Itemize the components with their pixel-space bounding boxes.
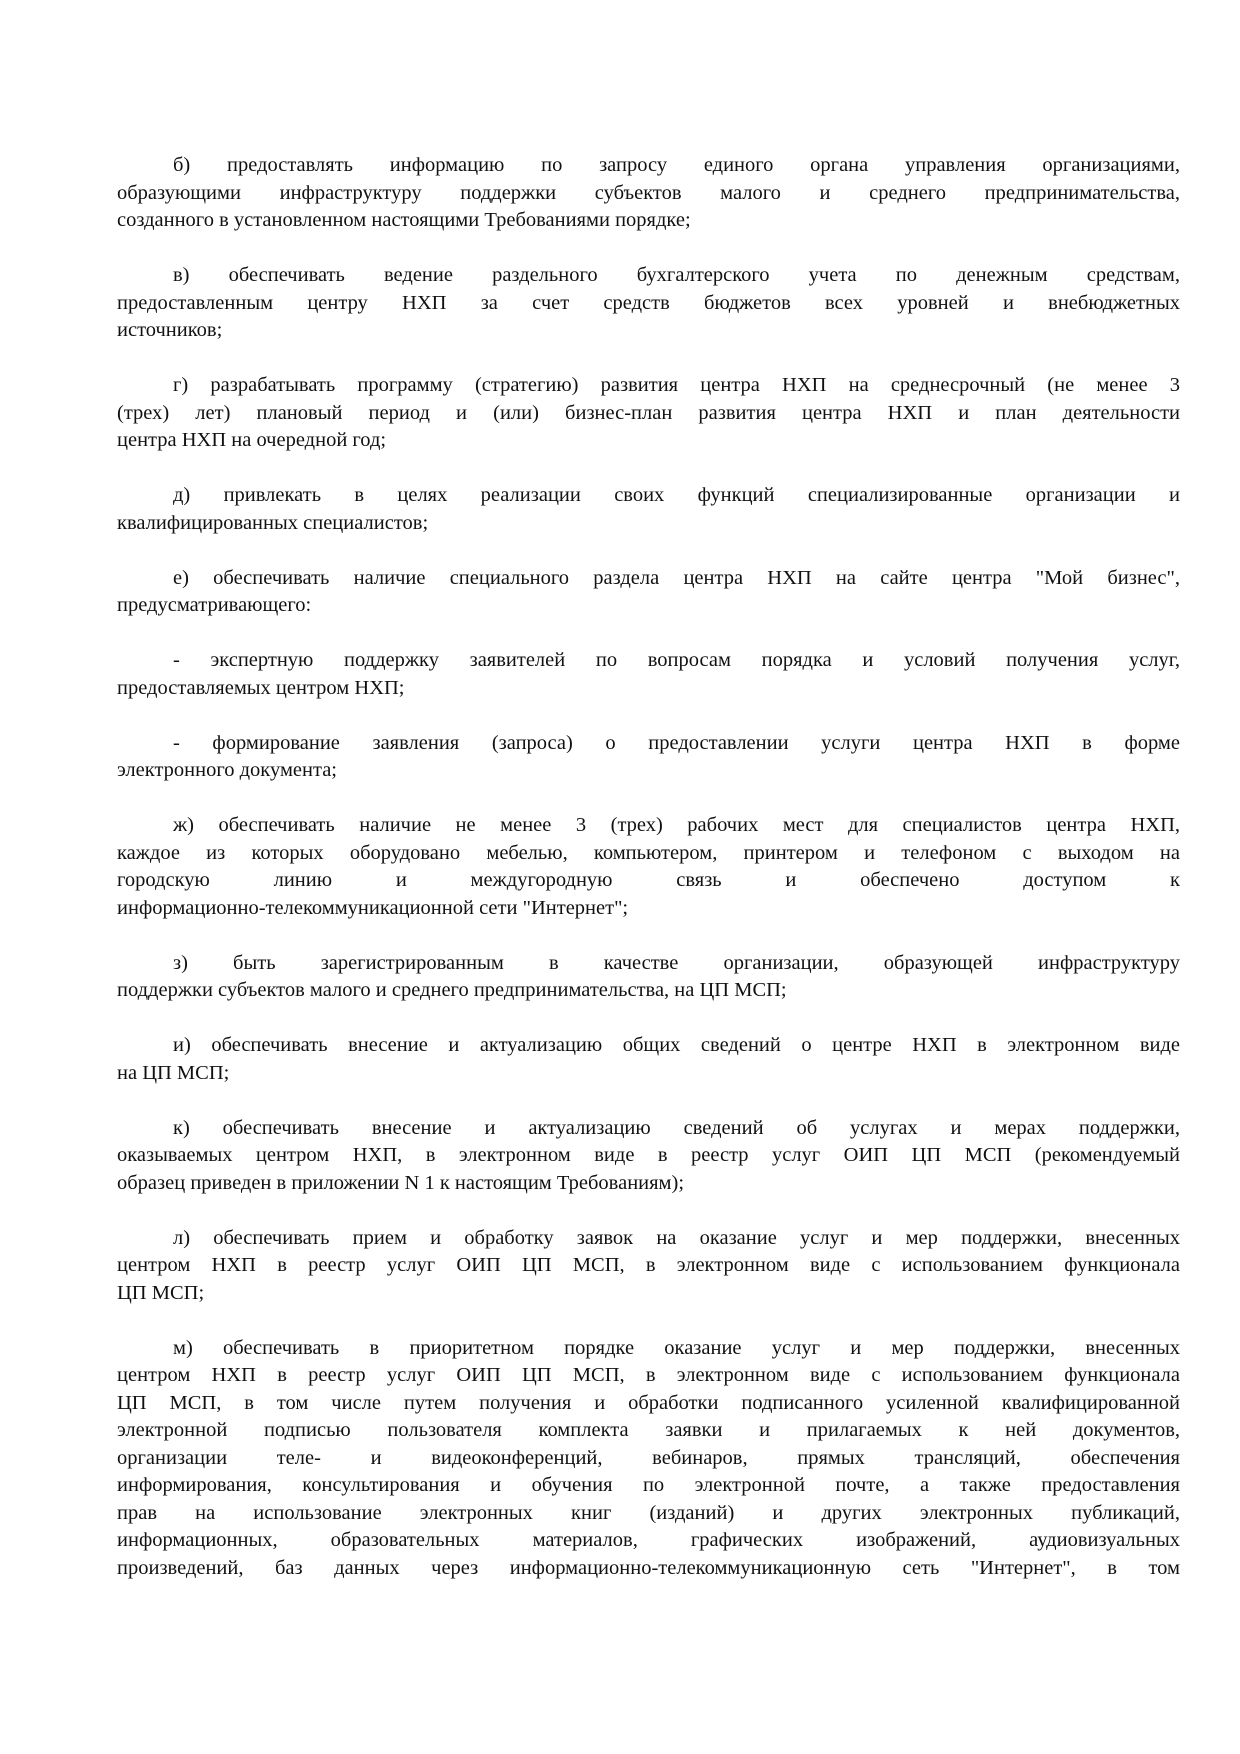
text-line: центра НХП на очередной год; (117, 429, 387, 451)
text-line: м) обеспечивать в приоритетном порядке оказание услуг и мер поддержки, внесенных (173, 1336, 1180, 1359)
text-line: - формирование заявления (запроса) о предоставлении услуги центра НХП в форме (173, 731, 1180, 754)
paragraph (117, 1335, 1180, 1583)
text-line: з) быть зарегистрированным в качестве организации, образующей инфраструктуру (173, 951, 1180, 974)
text-line: к) обеспечивать внесение и актуализацию сведений об услугах и мерах поддержки, (173, 1116, 1180, 1139)
text-line: созданного в установленном настоящими Требованиями порядке; (117, 209, 691, 231)
text-line: предоставленным центру НХП за счет средств бюджетов всех уровней и внебюджетных (117, 291, 1180, 314)
text-line: д) привлекать в целях реализации своих функций специализированные организации и (173, 484, 1180, 506)
text-line: оказываемых центром НХП, в электронном виде в реестр услуг ОИП ЦП МСП (рекомендуемый (117, 1144, 1180, 1166)
text-line: б) предоставлять информацию по запросу единого органа управления организациями, (173, 154, 1180, 176)
text-line: электронной подписью пользователя комплекта заявки и прилагаемых к ней документов, (117, 1419, 1180, 1441)
text-line: ЦП МСП; (117, 1281, 205, 1304)
paragraph (117, 372, 1180, 455)
document-page (117, 152, 1180, 1610)
text-line: квалифицированных специалистов; (117, 511, 429, 534)
paragraph (117, 950, 1180, 1005)
text-line: предоставляемых центром НХП; (117, 676, 405, 699)
text-line: произведений, баз данных через информационно-телекоммуникационную сеть "Интернет", в том (117, 1556, 1180, 1579)
text-line: электронного документа; (117, 759, 337, 781)
paragraph (117, 812, 1180, 922)
paragraph (117, 262, 1180, 345)
text-line: в) обеспечивать ведение раздельного бухгалтерского учета по денежным средствам, (173, 264, 1180, 286)
paragraph (117, 730, 1180, 785)
text-line: организации теле- и видеоконференций, вебинаров, прямых трансляций, обеспечения (117, 1446, 1180, 1469)
text-line: центром НХП в реестр услуг ОИП ЦП МСП, в электронном виде с использованием функционала (117, 1254, 1180, 1276)
text-line: источников; (117, 319, 223, 341)
text-line: информирования, консультирования и обучения по электронной почте, а также предоставления (117, 1474, 1180, 1496)
text-line: л) обеспечивать прием и обработку заявок на оказание услуг и мер поддержки, внесенных (173, 1226, 1180, 1249)
text-line: е) обеспечивать наличие специального раздела центра НХП на сайте центра "Мой бизнес", (173, 566, 1180, 589)
paragraph (117, 1225, 1180, 1308)
text-line: каждое из которых оборудовано мебелью, компьютером, принтером и телефоном с выходом на (117, 841, 1180, 864)
text-line: прав на использование электронных книг (изданий) и других электронных публикаций, (117, 1501, 1180, 1524)
text-line: образец приведен в приложении N 1 к настоящим Требованиям); (117, 1171, 685, 1194)
paragraph (117, 565, 1180, 620)
paragraph (117, 1032, 1180, 1087)
text-line: - экспертную поддержку заявителей по вопросам порядка и условий получения услуг, (173, 649, 1180, 671)
text-line: центром НХП в реестр услуг ОИП ЦП МСП, в электронном виде с использованием функционала (117, 1364, 1180, 1386)
text-line: информационных, образовательных материалов, графических изображений, аудиовизуальных (117, 1529, 1180, 1551)
text-line: городскую линию и междугородную связь и обеспечено доступом к (117, 869, 1180, 891)
paragraph (117, 647, 1180, 702)
paragraph (117, 152, 1180, 235)
text-line: (трех) лет) плановый период и (или) бизнес-план развития центра НХП и план деятельности (117, 401, 1180, 424)
text-line: информационно-телекоммуникационной сети "Интернет"; (117, 896, 629, 919)
text-line: образующими инфраструктуру поддержки субъектов малого и среднего предпринимательства, (117, 181, 1180, 204)
text-line: предусматривающего: (117, 594, 312, 616)
text-line: г) разрабатывать программу (стратегию) развития центра НХП на среднесрочный (не менее 3 (173, 374, 1180, 396)
text-line: поддержки субъектов малого и среднего предпринимательства, на ЦП МСП; (117, 979, 787, 1001)
text-line: ж) обеспечивать наличие не менее 3 (трех) рабочих мест для специалистов центра НХП, (173, 814, 1180, 836)
paragraph (117, 482, 1180, 537)
text-line: на ЦП МСП; (117, 1061, 230, 1084)
text-line: ЦП МСП, в том числе путем получения и обработки подписанного усиленной квалифицированной (117, 1391, 1180, 1414)
paragraph (117, 1115, 1180, 1198)
text-line: и) обеспечивать внесение и актуализацию общих сведений о центре НХП в электронном виде (173, 1034, 1180, 1056)
